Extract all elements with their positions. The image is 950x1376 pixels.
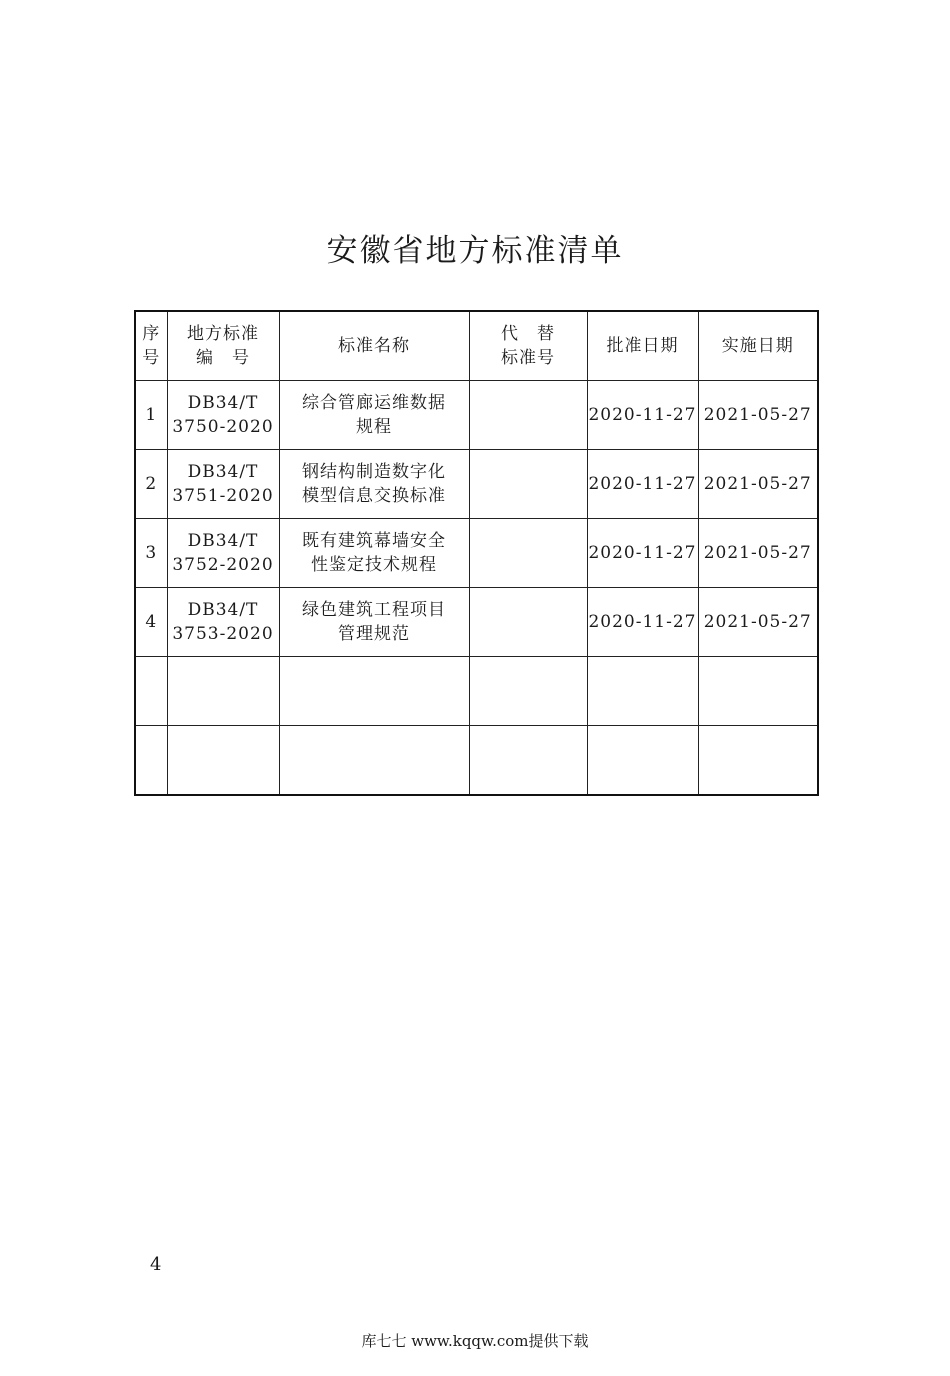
header-seq: 序 号 [135,311,167,381]
cell-approve-date: 2020-11-27 [587,381,698,450]
cell-code: DB34/T 3751-2020 [167,450,279,519]
empty-cell [469,726,587,796]
cell-code: DB34/T 3753-2020 [167,588,279,657]
header-name: 标准名称 [279,311,469,381]
empty-cell [167,657,279,726]
empty-cell [469,657,587,726]
cell-implement-date: 2021-05-27 [698,588,818,657]
cell-seq: 2 [135,450,167,519]
cell-approve-date: 2020-11-27 [587,450,698,519]
cell-seq: 4 [135,588,167,657]
cell-replace [469,381,587,450]
table-header-row [135,311,818,381]
cell-implement-date: 2021-05-27 [698,381,818,450]
footer-watermark-text: 库七七 www.kqqw.com提供下载 [361,1332,589,1350]
empty-cell [587,726,698,796]
standards-table [134,310,819,796]
cell-name: 绿色建筑工程项目 管理规范 [279,588,469,657]
page-number: 4 [150,1254,162,1275]
cell-implement-date: 2021-05-27 [698,519,818,588]
table-row-empty [135,657,818,726]
empty-cell [167,726,279,796]
empty-cell [279,726,469,796]
table-row [135,588,818,657]
cell-seq: 1 [135,381,167,450]
cell-implement-date: 2021-05-27 [698,450,818,519]
page-title: 安徽省地方标准清单 [326,233,624,269]
table-row-empty [135,726,818,796]
empty-cell [135,657,167,726]
cell-replace [469,519,587,588]
table-row [135,519,818,588]
cell-code: DB34/T 3752-2020 [167,519,279,588]
header-implement-date: 实施日期 [698,311,818,381]
empty-cell [587,657,698,726]
cell-replace [469,450,587,519]
empty-cell [698,657,818,726]
empty-cell [135,726,167,796]
cell-name: 钢结构制造数字化 模型信息交换标准 [279,450,469,519]
empty-cell [279,657,469,726]
cell-name: 综合管廊运维数据 规程 [279,381,469,450]
header-code: 地方标准 编 号 [167,311,279,381]
cell-approve-date: 2020-11-27 [587,519,698,588]
table-row [135,381,818,450]
cell-name: 既有建筑幕墙安全 性鉴定技术规程 [279,519,469,588]
cell-approve-date: 2020-11-27 [587,588,698,657]
cell-code: DB34/T 3750-2020 [167,381,279,450]
header-replace: 代 替 标准号 [469,311,587,381]
table-row [135,450,818,519]
cell-replace [469,588,587,657]
cell-seq: 3 [135,519,167,588]
header-approve-date: 批准日期 [587,311,698,381]
empty-cell [698,726,818,796]
